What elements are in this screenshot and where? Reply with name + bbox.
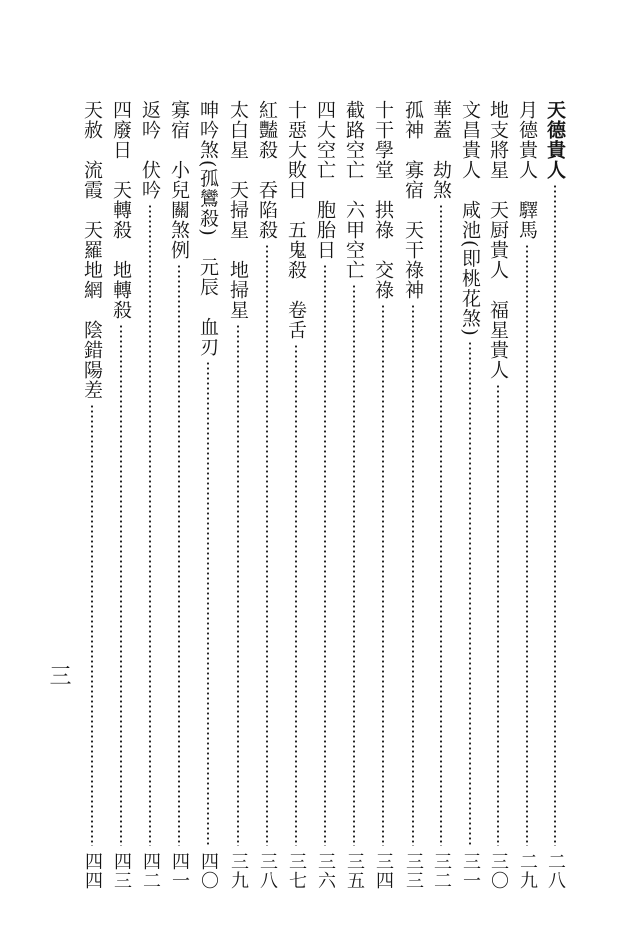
dot-leader [120,324,122,846]
dot-leader [497,384,499,846]
toc-entry-page: 二九 [517,852,538,890]
toc-entry-title: 十干學堂 拱祿 交祿 [372,100,394,300]
dot-leader [382,304,384,846]
page-number: 三 [46,664,71,686]
toc-entry-4 [456,100,484,890]
toc-entry-title: 寡宿 小兒關煞例 [168,100,190,260]
toc-entry-title: 太白星 天掃星 地掃星 [227,100,249,320]
dot-leader [207,361,209,846]
toc-entry-title: 文昌貴人 咸池(即桃花煞) [459,100,481,337]
toc-entry-page: 三二 [431,852,452,890]
toc-entry-16 [107,100,135,890]
dot-leader [149,204,151,846]
toc-entry-page: 四三 [111,852,132,890]
toc-entry-page: 四一 [169,852,190,890]
toc-entry-2 [513,100,541,890]
toc-entry-page: 四四 [82,852,103,890]
dot-leader [554,184,556,846]
toc-entry-11 [253,100,281,890]
toc-entry-3 [484,100,512,890]
dot-leader [295,344,297,846]
toc-entry-page: 三七 [286,852,307,890]
dot-leader [353,284,355,846]
dot-leader [526,244,528,846]
toc-entry-title: 十惡大敗日 五鬼殺 卷舌 [285,100,307,340]
dot-leader [412,304,414,846]
dot-leader [237,324,239,846]
toc-entry-13 [194,100,222,890]
toc-entry-page: 四二 [140,852,161,890]
toc-entry-title: 地支將星 天厨貴人 福星貴人 [487,100,509,380]
toc-entry-page: 三八 [257,852,278,890]
toc-entry-12 [224,100,252,890]
toc-entry-title: 呻吟煞(孤鸞殺) 元辰 血刃 [197,100,219,357]
toc-entry-title: 四廢日 天轉殺 地轉殺 [110,100,132,320]
dot-leader [440,204,442,846]
toc-entry-14 [165,100,193,890]
toc-entry-17 [78,100,106,890]
toc-entry-6 [399,100,427,890]
toc-entry-title: 返吟 伏吟 [139,100,161,200]
toc-entry-title: 截路空亡 六甲空亡 [343,100,365,280]
toc-entry-title: 孤神 寡宿 天干祿神 [402,100,424,300]
dot-leader [266,244,268,846]
toc-entry-page: 二八 [545,852,566,890]
toc-entry-page: 三五 [344,852,365,890]
toc-entry-title: 天赦 流霞 天羅地網 陰錯陽差 [81,100,103,400]
toc-entry-5 [427,100,455,890]
dot-leader [178,264,180,846]
toc-entry-page: 三六 [315,852,336,890]
toc-entry-page: 三三 [403,852,424,890]
toc-entry-title: 華蓋 劫煞 [430,100,452,200]
toc-entry-1 [541,100,569,890]
toc-entry-8 [340,100,368,890]
toc-entry-10 [282,100,310,890]
toc-entry-title: 月德貴人 驛馬 [516,100,538,240]
dot-leader [469,341,471,846]
toc-entry-page: 四〇 [198,852,219,890]
toc-entry-page: 三四 [373,852,394,890]
toc-entry-title: 四大空亡 胞胎日 [314,100,336,260]
toc-entry-page: 三一 [460,852,481,890]
toc-entry-page: 三九 [228,852,249,890]
toc-entry-title: 紅豔殺 吞陷殺 [256,100,278,240]
dot-leader [324,264,326,846]
toc-entry-15 [136,100,164,890]
dot-leader [91,404,93,846]
toc-entry-title: 天德貴人 [544,100,566,180]
toc-entry-9 [311,100,339,890]
toc-entry-7 [369,100,397,890]
toc-entry-page: 三〇 [488,852,509,890]
